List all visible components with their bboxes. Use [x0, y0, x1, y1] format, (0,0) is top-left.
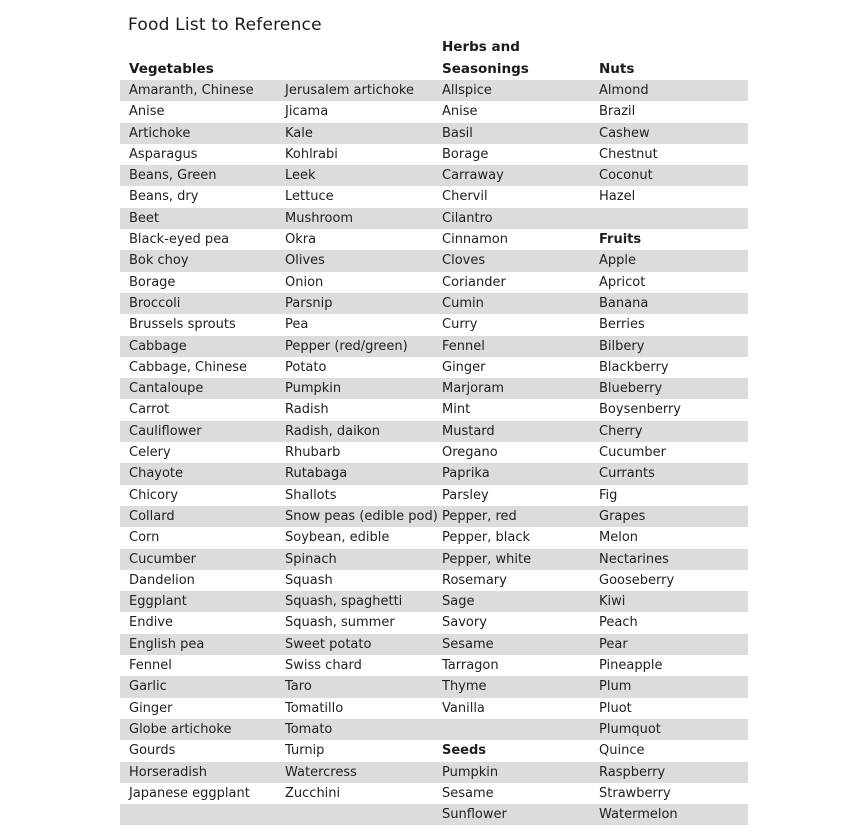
table-cell-vegetables-col-1: Beans, dry	[129, 189, 199, 205]
table-cell-vegetables-col-2: Kohlrabi	[285, 146, 338, 162]
table-cell-vegetables-col-2: Jicama	[285, 104, 329, 120]
table-row	[120, 357, 748, 378]
header-nuts: Nuts	[599, 61, 635, 77]
table-row	[120, 208, 748, 229]
table-cell-nuts-fruits-col: Blueberry	[599, 381, 663, 397]
table-row	[120, 293, 748, 314]
table-cell-vegetables-col-1: Brussels sprouts	[129, 317, 236, 333]
table-cell-nuts-fruits-col: Nectarines	[599, 551, 669, 567]
table-cell-vegetables-col-2: Lettuce	[285, 189, 334, 205]
table-cell-herbs-col: Cloves	[442, 253, 486, 269]
table-cell-vegetables-col-2: Spinach	[285, 551, 337, 567]
table-cell-vegetables-col-1: Broccoli	[129, 295, 181, 311]
table-row	[120, 250, 748, 271]
table-cell-nuts-fruits-col: Almond	[599, 83, 649, 98]
table-cell-nuts-fruits-col: Pineapple	[599, 658, 663, 674]
table-cell-vegetables-col-1: Garlic	[129, 679, 167, 695]
table-cell-herbs-col: Thyme	[442, 679, 487, 695]
table-cell-vegetables-col-1: Corn	[129, 530, 160, 546]
table-cell-herbs-col: Cinnamon	[442, 232, 508, 248]
table-cell-herbs-col: Borage	[442, 146, 489, 162]
food-table	[120, 80, 748, 825]
table-row	[120, 612, 748, 633]
table-cell-herbs-col: Parsley	[442, 487, 489, 503]
table-cell-vegetables-col-2: Radish, daikon	[285, 423, 380, 439]
table-cell-herbs-col: Sunflower	[442, 807, 507, 823]
table-row	[120, 506, 748, 527]
table-cell-nuts-fruits-col: Pluot	[599, 700, 632, 716]
table-cell-nuts-fruits-col: Currants	[599, 466, 655, 482]
page-title: Food List to Reference	[128, 15, 322, 35]
table-cell-herbs-col: Carraway	[442, 168, 504, 184]
table-cell-herbs-col: Paprika	[442, 466, 490, 482]
table-row	[120, 549, 748, 570]
table-cell-vegetables-col-2: Rhubarb	[285, 445, 341, 461]
table-cell-vegetables-col-2: Swiss chard	[285, 658, 362, 674]
header-herbs-line1: Herbs and	[442, 39, 520, 55]
table-cell-vegetables-col-1: Artichoke	[129, 125, 191, 141]
table-cell-nuts-fruits-col: Peach	[599, 615, 638, 631]
table-cell-nuts-fruits-col: Brazil	[599, 104, 636, 120]
table-cell-nuts-fruits-col: Blackberry	[599, 359, 669, 375]
table-row	[120, 399, 748, 420]
table-row	[120, 336, 748, 357]
table-cell-herbs-col: Ginger	[442, 359, 486, 375]
table-cell-vegetables-col-1: Endive	[129, 615, 174, 631]
table-cell-nuts-fruits-col: Quince	[599, 743, 645, 759]
table-cell-vegetables-col-2: Leek	[285, 168, 316, 184]
table-cell-herbs-col: Pumpkin	[442, 764, 499, 780]
table-cell-vegetables-col-1: Cucumber	[129, 551, 196, 567]
table-cell-herbs-col: Cumin	[442, 295, 484, 311]
table-cell-vegetables-col-1: Beet	[129, 210, 160, 226]
table-row	[120, 314, 748, 335]
table-cell-nuts-fruits-col: Pear	[599, 636, 628, 652]
table-cell-nuts-fruits-col: Raspberry	[599, 764, 666, 780]
table-cell-vegetables-col-1: Amaranth, Chinese	[129, 83, 254, 98]
table-cell-herbs-col: Coriander	[442, 274, 506, 290]
table-row	[120, 378, 748, 399]
table-cell-vegetables-col-1: Cauliflower	[129, 423, 202, 439]
table-cell-herbs-col: Basil	[442, 125, 473, 141]
section-heading: Fruits	[599, 232, 642, 248]
table-cell-nuts-fruits-col: Apple	[599, 253, 637, 269]
table-cell-vegetables-col-1: Cabbage	[129, 338, 187, 354]
table-cell-nuts-fruits-col: Chestnut	[599, 146, 658, 162]
table-cell-vegetables-col-1: Ginger	[129, 700, 173, 716]
table-cell-vegetables-col-1: Gourds	[129, 743, 176, 759]
table-cell-vegetables-col-2: Squash, spaghetti	[285, 594, 403, 610]
table-cell-vegetables-col-2: Pepper (red/green)	[285, 338, 408, 354]
table-cell-nuts-fruits-col: Plumquot	[599, 721, 661, 737]
table-cell-herbs-col: Oregano	[442, 445, 498, 461]
table-cell-vegetables-col-1: Borage	[129, 274, 176, 290]
table-row	[120, 123, 748, 144]
table-cell-nuts-fruits-col: Coconut	[599, 168, 653, 184]
table-cell-herbs-col: Chervil	[442, 189, 488, 205]
table-cell-nuts-fruits-col: Gooseberry	[599, 572, 675, 588]
table-cell-vegetables-col-2: Watercress	[285, 764, 357, 780]
table-cell-herbs-col: Mint	[442, 402, 471, 418]
section-heading: Seeds	[442, 743, 487, 759]
table-cell-vegetables-col-2: Pea	[285, 317, 309, 333]
table-row	[120, 591, 748, 612]
table-row	[120, 527, 748, 548]
table-cell-vegetables-col-2: Onion	[285, 274, 324, 290]
table-cell-vegetables-col-2: Mushroom	[285, 210, 354, 226]
table-cell-vegetables-col-2: Zucchini	[285, 785, 341, 801]
table-row	[120, 655, 748, 676]
table-cell-herbs-col: Sesame	[442, 636, 494, 652]
table-cell-vegetables-col-2: Taro	[285, 679, 312, 695]
table-cell-vegetables-col-2: Pumpkin	[285, 381, 342, 397]
table-cell-vegetables-col-1: Cantaloupe	[129, 381, 204, 397]
table-cell-nuts-fruits-col: Apricot	[599, 274, 646, 290]
table-row	[120, 719, 748, 740]
table-cell-herbs-col: Mustard	[442, 423, 495, 439]
table-cell-nuts-fruits-col: Fig	[599, 487, 618, 503]
table-row	[120, 804, 748, 825]
table-cell-vegetables-col-1: Celery	[129, 445, 171, 461]
table-cell-herbs-col: Pepper, black	[442, 530, 530, 546]
table-cell-herbs-col: Pepper, white	[442, 551, 532, 567]
table-row	[120, 783, 748, 804]
table-cell-vegetables-col-1: Chayote	[129, 466, 184, 482]
header-vegetables: Vegetables	[129, 61, 214, 77]
table-cell-vegetables-col-1: Black-eyed pea	[129, 232, 230, 248]
table-row	[120, 165, 748, 186]
table-cell-nuts-fruits-col: Hazel	[599, 189, 636, 205]
table-row	[120, 101, 748, 122]
table-row	[120, 698, 748, 719]
table-cell-herbs-col: Sesame	[442, 785, 494, 801]
table-cell-herbs-col: Vanilla	[442, 700, 485, 716]
table-row	[120, 676, 748, 697]
table-cell-nuts-fruits-col: Berries	[599, 317, 645, 333]
table-cell-nuts-fruits-col: Banana	[599, 295, 649, 311]
table-cell-vegetables-col-2: Tomato	[285, 721, 333, 737]
table-cell-nuts-fruits-col: Cashew	[599, 125, 650, 141]
table-row	[120, 762, 748, 783]
table-row	[120, 186, 748, 207]
table-row	[120, 229, 748, 250]
table-cell-vegetables-col-1: Cabbage, Chinese	[129, 359, 247, 375]
table-cell-nuts-fruits-col: Cucumber	[599, 445, 666, 461]
table-cell-vegetables-col-2: Shallots	[285, 487, 337, 503]
table-cell-vegetables-col-1: Dandelion	[129, 572, 195, 588]
table-cell-vegetables-col-2: Soybean, edible	[285, 530, 390, 546]
table-cell-vegetables-col-2: Kale	[285, 125, 313, 141]
table-cell-nuts-fruits-col: Boysenberry	[599, 402, 681, 418]
table-cell-vegetables-col-1: English pea	[129, 636, 205, 652]
table-cell-nuts-fruits-col: Melon	[599, 530, 639, 546]
table-cell-vegetables-col-1: Collard	[129, 508, 175, 524]
table-row	[120, 485, 748, 506]
table-cell-vegetables-col-2: Radish	[285, 402, 329, 418]
table-cell-herbs-col: Savory	[442, 615, 487, 631]
table-cell-nuts-fruits-col: Bilbery	[599, 338, 645, 354]
table-cell-vegetables-col-1: Horseradish	[129, 764, 208, 780]
table-row	[120, 442, 748, 463]
table-cell-vegetables-col-1: Asparagus	[129, 146, 198, 162]
table-row	[120, 634, 748, 655]
table-cell-nuts-fruits-col: Watermelon	[599, 807, 678, 823]
table-cell-vegetables-col-2: Jerusalem artichoke	[285, 83, 414, 98]
table-cell-herbs-col: Marjoram	[442, 381, 505, 397]
table-cell-nuts-fruits-col: Strawberry	[599, 785, 671, 801]
table-cell-nuts-fruits-col: Plum	[599, 679, 632, 695]
table-cell-vegetables-col-1: Carrot	[129, 402, 170, 418]
table-cell-herbs-col: Anise	[442, 104, 478, 120]
table-cell-nuts-fruits-col: Kiwi	[599, 594, 626, 610]
table-cell-herbs-col: Sage	[442, 594, 475, 610]
table-cell-nuts-fruits-col: Cherry	[599, 423, 643, 439]
table-cell-vegetables-col-2: Tomatillo	[285, 700, 344, 716]
table-cell-vegetables-col-2: Parsnip	[285, 295, 333, 311]
table-cell-herbs-col: Fennel	[442, 338, 485, 354]
table-cell-herbs-col: Allspice	[442, 83, 492, 98]
table-cell-vegetables-col-2: Turnip	[285, 743, 325, 759]
table-cell-herbs-col: Tarragon	[442, 658, 499, 674]
table-cell-vegetables-col-2: Snow peas (edible pod)	[285, 508, 438, 524]
table-row	[120, 463, 748, 484]
table-cell-vegetables-col-2: Squash, summer	[285, 615, 395, 631]
table-cell-vegetables-col-2: Sweet potato	[285, 636, 372, 652]
table-cell-vegetables-col-1: Beans, Green	[129, 168, 217, 184]
table-row	[120, 421, 748, 442]
table-cell-herbs-col: Cilantro	[442, 210, 493, 226]
table-row	[120, 144, 748, 165]
table-cell-vegetables-col-2: Olives	[285, 253, 325, 269]
table-cell-vegetables-col-1: Chicory	[129, 487, 179, 503]
table-row	[120, 570, 748, 591]
table-cell-vegetables-col-2: Squash	[285, 572, 333, 588]
table-cell-herbs-col: Curry	[442, 317, 478, 333]
header-herbs-line2: Seasonings	[442, 61, 529, 77]
table-cell-vegetables-col-1: Globe artichoke	[129, 721, 232, 737]
table-cell-herbs-col: Rosemary	[442, 572, 507, 588]
table-cell-vegetables-col-1: Eggplant	[129, 594, 187, 610]
table-cell-vegetables-col-1: Fennel	[129, 658, 172, 674]
table-cell-vegetables-col-1: Bok choy	[129, 253, 189, 269]
table-cell-nuts-fruits-col: Grapes	[599, 508, 646, 524]
table-row	[120, 80, 748, 101]
table-cell-vegetables-col-2: Potato	[285, 359, 327, 375]
table-cell-vegetables-col-1: Anise	[129, 104, 165, 120]
table-row	[120, 740, 748, 761]
table-row	[120, 272, 748, 293]
table-cell-vegetables-col-2: Okra	[285, 232, 317, 248]
table-cell-herbs-col: Pepper, red	[442, 508, 517, 524]
table-cell-vegetables-col-1: Japanese eggplant	[129, 785, 250, 801]
table-cell-vegetables-col-2: Rutabaga	[285, 466, 348, 482]
